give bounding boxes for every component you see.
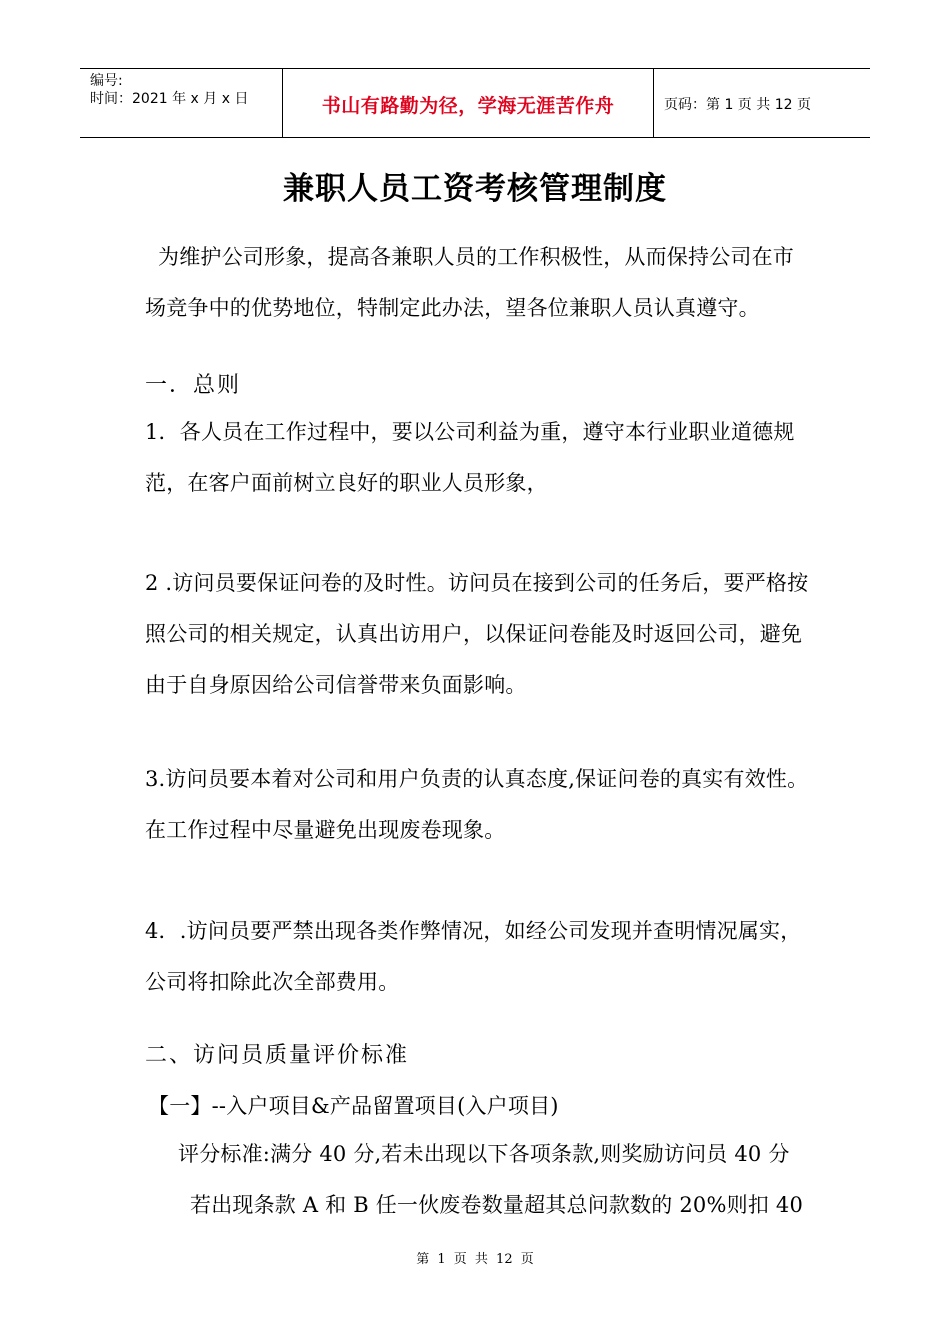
section-2-heading: 二、访问员质量评价标准 — [145, 1043, 410, 1068]
section-2-scoring-line: 评分标准:满分 40 分,若未出现以下各项条款,则奖励访问员 40 分 — [178, 1142, 790, 1166]
section-1-heading: 一．总则 — [145, 373, 242, 398]
section-1-item-2: 2 .访问员要保证问卷的及时性。访问员在接到公司的任务后，要严格按照公司的相关规定，认真出访用户，以保证问卷能及时返回公司，避免由于自身原因给公司信誉带来负面影响。 — [145, 571, 809, 697]
intro-paragraph: 为维护公司形象，提高各兼职人员的工作积极性，从而保持公司在市场竞争中的优势地位，特制定此办法，望各位兼职人员认真遵守。 — [145, 245, 794, 320]
section-2-deduction-line: 若出现条款 A 和 B 任一伙废卷数量超其总问款数的 20%则扣 40 — [190, 1193, 804, 1217]
header-time-label: 时间：2021 年 x 月 x 日 — [90, 91, 249, 107]
section-1-item-3: 3.访问员要本着对公司和用户负责的认真态度,保证问卷的真实有效性。在工作过程中尽量避免出现废卷现象。 — [145, 767, 809, 842]
document-title: 兼职人员工资考核管理制度 — [283, 171, 667, 207]
section-1-item-1: 1．各人员在工作过程中，要以公司利益为重，遵守本行业职业道德规范，在客户面前树立良好的职业人员形象， — [145, 420, 795, 495]
document-header — [80, 68, 870, 138]
header-number-label: 编号: — [90, 73, 123, 89]
header-motto: 书山有路勤为径，学海无涯苦作舟 — [282, 69, 654, 137]
section-1-item-4: 4．.访问员要严禁出现各类作弊情况，如经公司发现并查明情况属实，公司将扣除此次全部费用。 — [145, 919, 802, 994]
page-footer: 第 1 页 共 12 页 — [416, 1252, 534, 1267]
header-page-label: 页码：第 1 页 共 12 页 — [664, 97, 811, 113]
header-meta — [80, 69, 282, 137]
section-2-subheading: 【一】--入户项目&产品留置项目(入户项目) — [148, 1094, 559, 1118]
